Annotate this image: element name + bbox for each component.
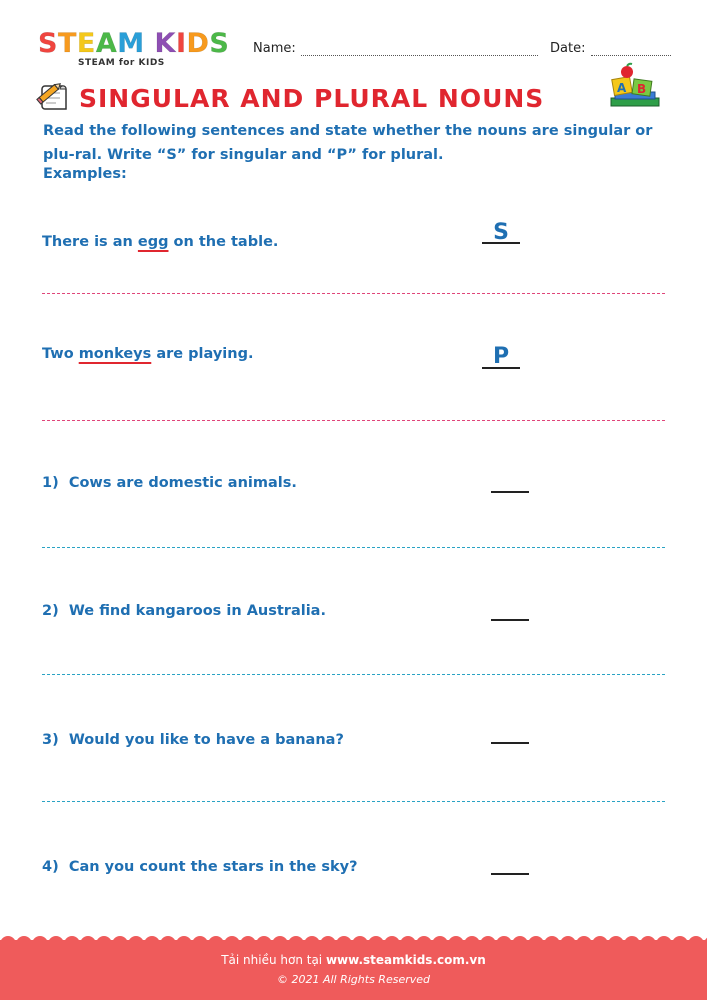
question-3 [42,730,344,750]
date-field[interactable] [591,55,671,56]
divider [42,801,665,802]
question-4 [42,857,358,877]
divider [42,420,665,421]
answer-blank[interactable] [491,873,529,875]
question-number: 3) [42,732,59,748]
question-text: Can you count the stars in the sky? [68,859,358,875]
steam-kids-logo [38,29,238,71]
name-label: Name: [253,41,296,56]
instructions: Read the following sentences and state whether the nouns are singular or plu-ral. Write “S” for singular and “P” for plural. [43,123,653,163]
example-sentence-1 [42,232,278,252]
question-text: Would you like to have a banana? [68,732,344,748]
example-answer: P [492,344,510,369]
footer-copyright: © 2021 All Rights Reserved [276,973,430,986]
logo-wordmark: STEAM KIDS [38,28,230,59]
divider [42,547,665,548]
svg-text:B: B [637,82,647,96]
example-noun: egg [137,234,169,250]
example-sentence-2 [42,344,253,364]
answer-blank[interactable] [491,619,529,621]
question-number: 1) [42,475,59,491]
page-title: SINGULAR AND PLURAL NOUNS [79,84,545,113]
answer-line [482,367,520,369]
divider [42,293,665,294]
question-text: Cows are domestic animals. [68,475,297,491]
footer-website-link[interactable]: www.steamkids.com.vn [325,953,486,967]
footer-line-1 [0,953,707,967]
date-label: Date: [550,41,586,56]
example-text: on the table. [168,234,279,250]
question-2 [42,601,326,621]
abc-books-icon [607,62,665,114]
logo-tagline: STEAM for KIDS [78,58,165,68]
question-1 [42,473,297,493]
example-answer: S [493,220,509,245]
footer-prefix: Tải nhiều hơn tại [221,953,326,967]
example-noun: monkeys [78,346,152,362]
question-number: 2) [42,603,59,619]
answer-line [482,242,520,244]
name-field[interactable] [301,55,538,56]
question-number: 4) [42,859,59,875]
examples-label: Examples: [43,166,127,182]
pencil-paper-icon [36,80,72,114]
question-text: We find kangaroos in Australia. [68,603,326,619]
footer [0,940,707,1000]
example-text: are playing. [151,346,254,362]
example-text: There is an [42,234,138,250]
example-text: Two [42,346,79,362]
answer-blank[interactable] [491,491,529,493]
svg-text:A: A [617,81,627,95]
divider [42,674,665,675]
answer-blank[interactable] [491,742,529,744]
